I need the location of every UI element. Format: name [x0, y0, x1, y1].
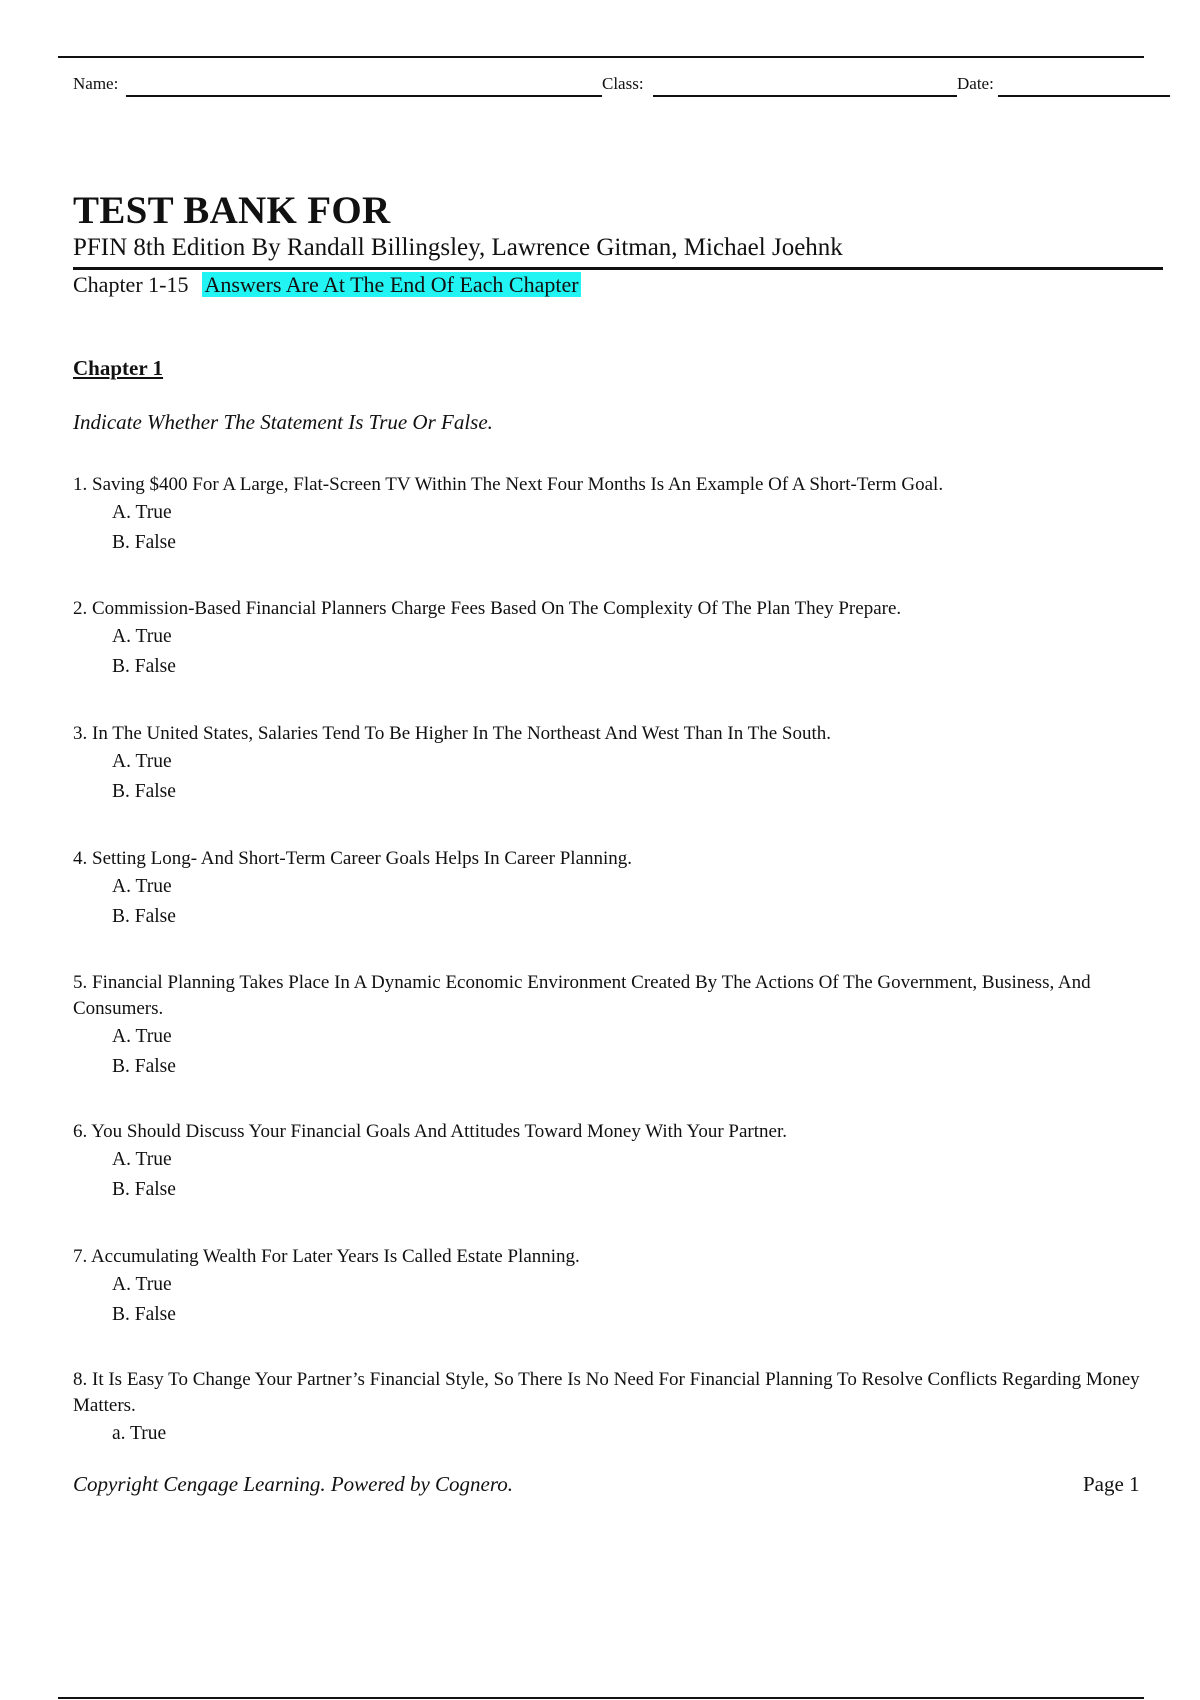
date-blank: [998, 95, 1170, 97]
chapter-range-line: [73, 272, 581, 298]
question-stem: 6. You Should Discuss Your Financial Goals And Attitudes Toward Money With Your Partner.: [73, 1121, 787, 1142]
title-rule: [73, 267, 1163, 270]
chapter-heading: Chapter 1: [73, 356, 164, 380]
answer-option: B. False: [112, 656, 176, 677]
footer-copyright: Copyright Cengage Learning. Powered by Cognero.: [73, 1472, 513, 1496]
answer-option: B. False: [112, 532, 176, 553]
question-stem: 4. Setting Long- And Short-Term Career Goals Helps In Career Planning.: [73, 848, 633, 869]
chapter-range: Chapter 1-15: [73, 272, 189, 297]
name-blank: [126, 95, 602, 97]
instructions: Indicate Whether The Statement Is True Or False.: [73, 410, 493, 434]
question: [73, 721, 1143, 807]
question: [73, 1244, 1143, 1330]
class-blank: [653, 95, 957, 97]
question: [73, 1119, 1143, 1205]
question-stem: 5. Financial Planning Takes Place In A Dynamic Economic Environment Created By The Actions Of The Government, Business, And Consumers.: [73, 972, 1091, 1019]
answer-option: A. True: [112, 1026, 172, 1047]
question-stem: 8. It Is Easy To Change Your Partner’s Financial Style, So There Is No Need For Financial Planning To Resolve Conflicts Regarding Money Matters.: [73, 1369, 1140, 1416]
top-rule: [58, 56, 1144, 58]
answer-option: A. True: [112, 1149, 172, 1170]
bottom-rule: [58, 1697, 1144, 1699]
answer-option: a. True: [112, 1423, 167, 1444]
question: [73, 1367, 1143, 1449]
answer-option: A. True: [112, 626, 172, 647]
date-label: Date:: [957, 74, 994, 93]
answer-option: A. True: [112, 876, 172, 897]
answer-option: B. False: [112, 1179, 176, 1200]
answer-option: A. True: [112, 502, 172, 523]
answer-option: A. True: [112, 1274, 172, 1295]
question-stem: 3. In The United States, Salaries Tend To Be Higher In The Northeast And West Than In The South.: [73, 723, 831, 744]
name-label: Name:: [73, 74, 119, 93]
page-number: Page 1: [1083, 1472, 1140, 1496]
question-stem: 7. Accumulating Wealth For Later Years Is Called Estate Planning.: [73, 1246, 580, 1267]
answers-highlight-note: Answers Are At The End Of Each Chapter: [204, 272, 579, 297]
answer-option: B. False: [112, 1304, 176, 1325]
question-stem: 1. Saving $400 For A Large, Flat-Screen TV Within The Next Four Months Is An Example Of A Short-Term Goal.: [73, 474, 944, 495]
question: [73, 596, 1143, 682]
question-stem: 2. Commission-Based Financial Planners Charge Fees Based On The Complexity Of The Plan They Prepare.: [73, 598, 902, 619]
class-label: Class:: [602, 74, 644, 93]
answer-option: A. True: [112, 751, 172, 772]
question: [73, 472, 1143, 558]
answer-option: B. False: [112, 906, 176, 927]
answer-option: B. False: [112, 781, 176, 802]
question: [73, 970, 1143, 1082]
document-title: TEST BANK FOR: [73, 189, 391, 232]
document-subtitle: PFIN 8th Edition By Randall Billingsley, Lawrence Gitman, Michael Joehnk: [73, 234, 843, 261]
question: [73, 846, 1143, 932]
answer-option: B. False: [112, 1056, 176, 1077]
